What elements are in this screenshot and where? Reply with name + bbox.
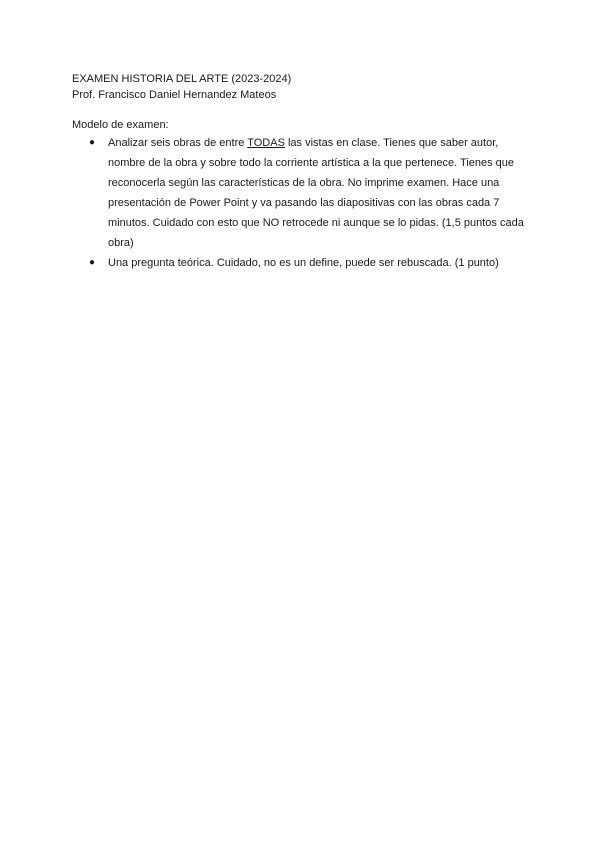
exam-item-list: [72, 133, 532, 273]
item-text-end: las vistas en clase. Tienes que saber autor, nombre de la obra y sobre todo la corriente artística a la que pertenece. Tienes que reconocerla según las características de la obra. No imprime examen. Hace una presentación de Power Point y va pasando las diapositivas con las obras cada 7 minutos. Cuidado con esto que NO retrocede ni aunque se lo pidas. (1,5 puntos cada obra): [108, 137, 524, 249]
document-header: [72, 71, 291, 103]
underlined-emphasis: TODAS: [247, 137, 285, 149]
exam-item-analysis: [72, 133, 532, 253]
item-text: Una pregunta teórica. Cuidado, no es un define, puede ser rebuscada. (1 punto): [108, 257, 499, 269]
exam-item-theory: [72, 253, 532, 273]
bullet-icon: ●: [89, 137, 96, 148]
exam-model-label: Modelo de examen:: [72, 119, 169, 131]
bullet-icon: ●: [89, 257, 96, 268]
professor-name: Prof. Francisco Daniel Hernandez Mateos: [72, 89, 277, 101]
exam-title: EXAMEN HISTORIA DEL ARTE (2023-2024): [72, 73, 292, 85]
item-text-start: Analizar seis obras de entre: [108, 137, 248, 149]
